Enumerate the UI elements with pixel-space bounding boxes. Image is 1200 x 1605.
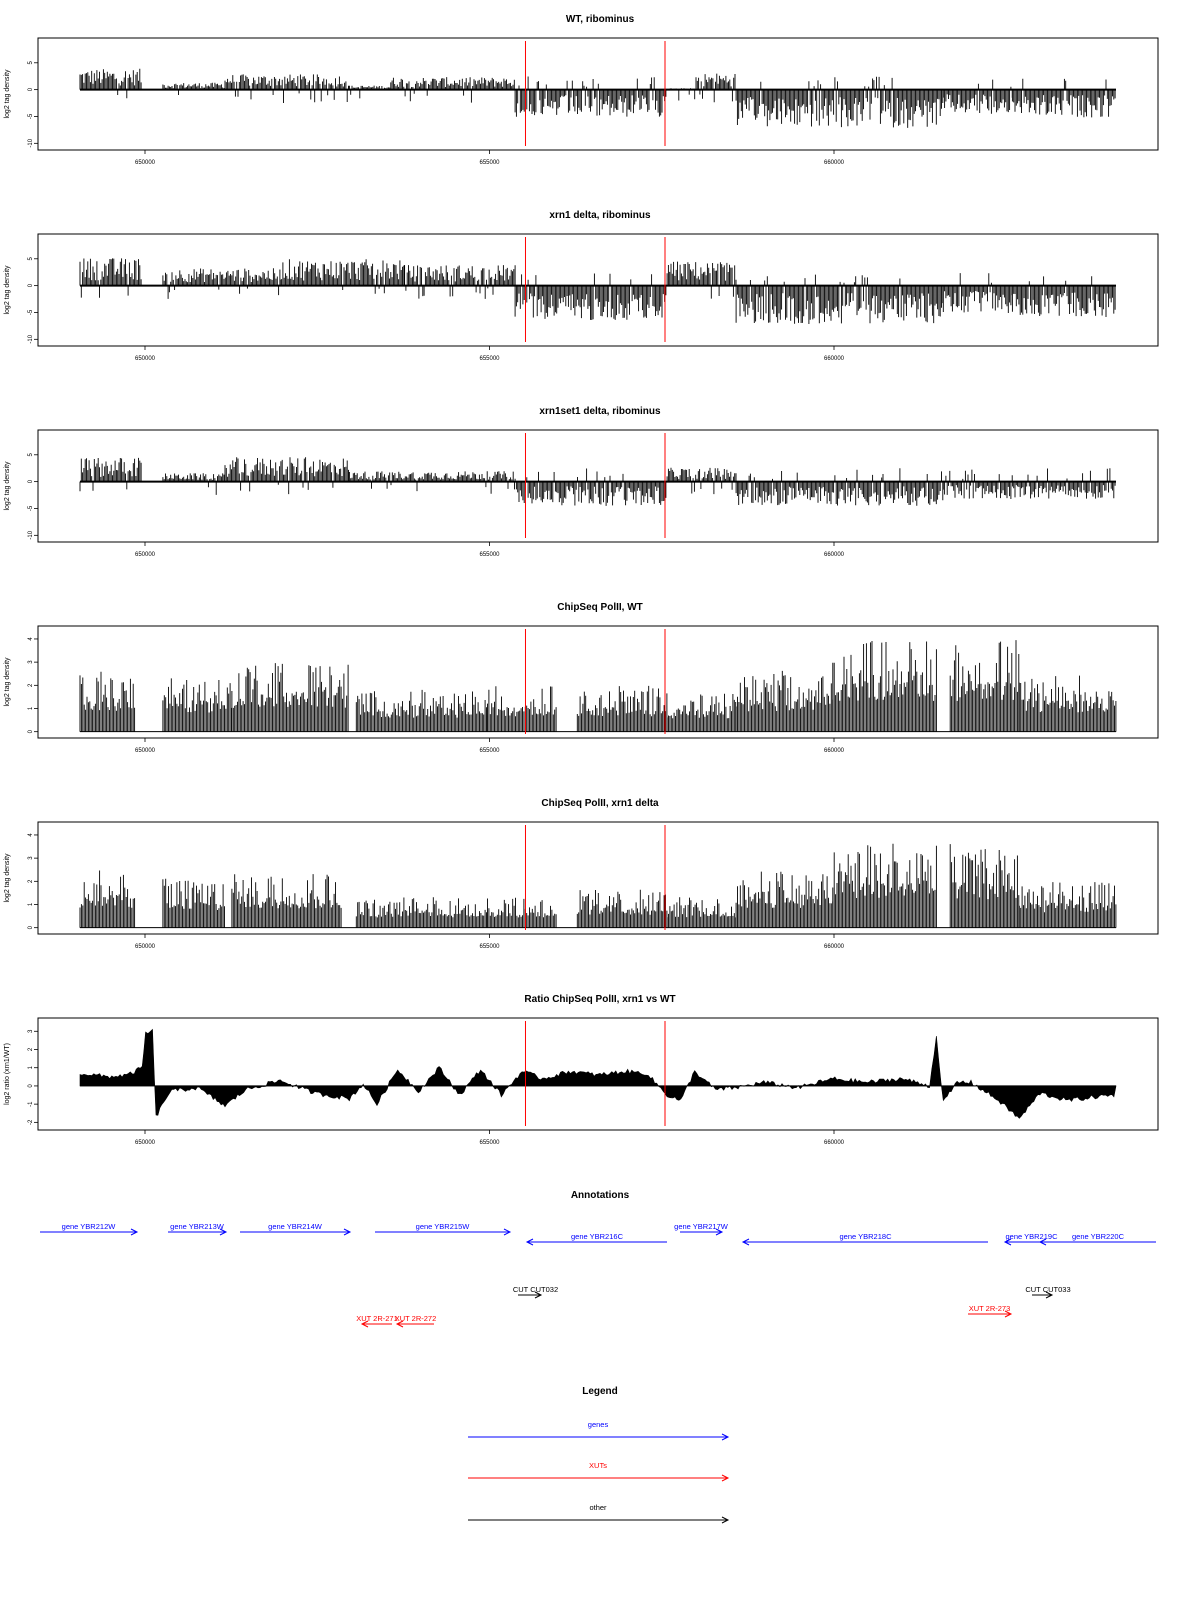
- panel-title: ChipSeq PolII, WT: [557, 602, 643, 613]
- x-tick-label: 650000: [134, 552, 156, 558]
- panel-3: [4, 602, 1158, 754]
- gene-label: gene YBR218C: [839, 1232, 892, 1241]
- gene-label: gene YBR214W: [268, 1222, 322, 1231]
- x-tick-label: 655000: [479, 356, 500, 362]
- panel-title: Ratio ChipSeq PolII, xrn1 vs WT: [524, 994, 676, 1005]
- y-tick-label: 1: [28, 902, 34, 907]
- x-tick-label: 660000: [823, 552, 845, 558]
- y-axis-label: log2 tag density: [4, 853, 11, 903]
- gene-label: gene YBR216C: [571, 1232, 623, 1241]
- y-tick-label: -2: [28, 1119, 34, 1126]
- y-tick-label: 2: [28, 683, 34, 687]
- y-axis-label: log2 tag density: [4, 69, 11, 119]
- y-tick-label: 1: [28, 706, 34, 711]
- gene-label: gene YBR219C: [1005, 1232, 1058, 1241]
- y-axis-label: log2 tag density: [4, 461, 11, 511]
- y-tick-label: 0: [28, 87, 34, 92]
- xut-label: XUT 2R-271: [356, 1314, 398, 1323]
- legend-panel: [468, 1386, 728, 1523]
- y-tick-label: -10: [28, 138, 34, 148]
- y-tick-label: 1: [28, 1066, 34, 1070]
- data-bars: [80, 258, 1115, 324]
- y-tick-label: -5: [28, 113, 34, 120]
- x-tick-label: 655000: [479, 944, 500, 950]
- x-tick-label: 660000: [823, 748, 845, 754]
- x-tick-label: 650000: [134, 356, 156, 362]
- x-tick-label: 655000: [479, 1140, 500, 1146]
- y-tick-label: 0: [28, 926, 34, 930]
- y-tick-label: -10: [28, 334, 34, 344]
- legend-label-other: other: [589, 1503, 607, 1512]
- x-tick-label: 650000: [134, 944, 156, 950]
- y-tick-label: 2: [28, 879, 34, 883]
- x-tick-label: 660000: [823, 160, 845, 166]
- other-label: CUT CUT032: [512, 1285, 559, 1294]
- y-tick-label: 0: [28, 283, 34, 288]
- y-tick-label: 3: [28, 1029, 34, 1033]
- panel-1: [4, 210, 1158, 362]
- x-tick-label: 650000: [134, 160, 156, 166]
- other-label: CUT CUT033: [1025, 1285, 1071, 1294]
- x-tick-label: 660000: [823, 1140, 845, 1146]
- x-tick-label: 655000: [479, 160, 500, 166]
- y-tick-label: 4: [28, 833, 34, 837]
- gene-label: gene YBR213W: [170, 1222, 224, 1231]
- panel-2: [4, 406, 1158, 558]
- y-tick-label: 3: [28, 856, 34, 860]
- y-tick-label: -10: [28, 530, 34, 540]
- y-axis-label: log2 ratio (xrn1/WT): [4, 1043, 11, 1105]
- y-tick-label: 0: [28, 1084, 34, 1088]
- panel-title: ChipSeq PolII, xrn1 delta: [541, 798, 659, 809]
- y-axis-label: log2 tag density: [4, 265, 11, 315]
- legend-title: Legend: [582, 1386, 618, 1397]
- y-tick-label: 4: [28, 637, 34, 641]
- x-tick-label: 660000: [823, 944, 845, 950]
- y-tick-label: 0: [28, 479, 34, 484]
- xut-label: XUT 2R-272: [394, 1314, 437, 1323]
- panel-0: [4, 14, 1158, 166]
- y-tick-label: 2: [28, 1047, 34, 1052]
- legend-label-xut: XUTs: [589, 1461, 607, 1470]
- data-bars: [80, 640, 1116, 732]
- x-tick-label: 655000: [479, 552, 500, 558]
- x-tick-label: 650000: [134, 748, 156, 754]
- annotations-panel: [40, 1190, 1156, 1327]
- y-tick-label: -5: [28, 505, 34, 512]
- legend-label-gene: genes: [587, 1420, 609, 1429]
- y-tick-label: 5: [28, 61, 34, 65]
- y-tick-label: 5: [28, 453, 34, 457]
- y-tick-label: -5: [28, 309, 34, 316]
- data-bars: [80, 69, 1115, 128]
- x-tick-label: 655000: [479, 748, 500, 754]
- panel-title: WT, ribominus: [565, 14, 635, 25]
- gene-label: gene YBR215W: [415, 1222, 470, 1231]
- y-tick-label: 3: [28, 660, 34, 664]
- data-bars: [80, 844, 1116, 928]
- panel-4: [4, 798, 1158, 950]
- gene-label: gene YBR217W: [674, 1222, 728, 1231]
- gene-label: gene YBR212W: [61, 1222, 116, 1231]
- x-tick-label: 650000: [134, 1140, 156, 1146]
- ratio-area: [80, 1029, 1116, 1118]
- xut-label: XUT 2R-273: [968, 1304, 1011, 1313]
- y-tick-label: 5: [28, 257, 34, 261]
- y-tick-label: -1: [28, 1101, 34, 1107]
- y-tick-label: 0: [28, 730, 34, 734]
- annotations-title: Annotations: [570, 1190, 630, 1201]
- x-tick-label: 660000: [823, 356, 845, 362]
- panel-title: xrn1 delta, ribominus: [549, 210, 651, 221]
- panel-title: xrn1set1 delta, ribominus: [539, 406, 661, 417]
- y-axis-label: log2 tag density: [4, 657, 11, 707]
- panel-5: [4, 994, 1158, 1146]
- gene-label: gene YBR220C: [1072, 1232, 1124, 1241]
